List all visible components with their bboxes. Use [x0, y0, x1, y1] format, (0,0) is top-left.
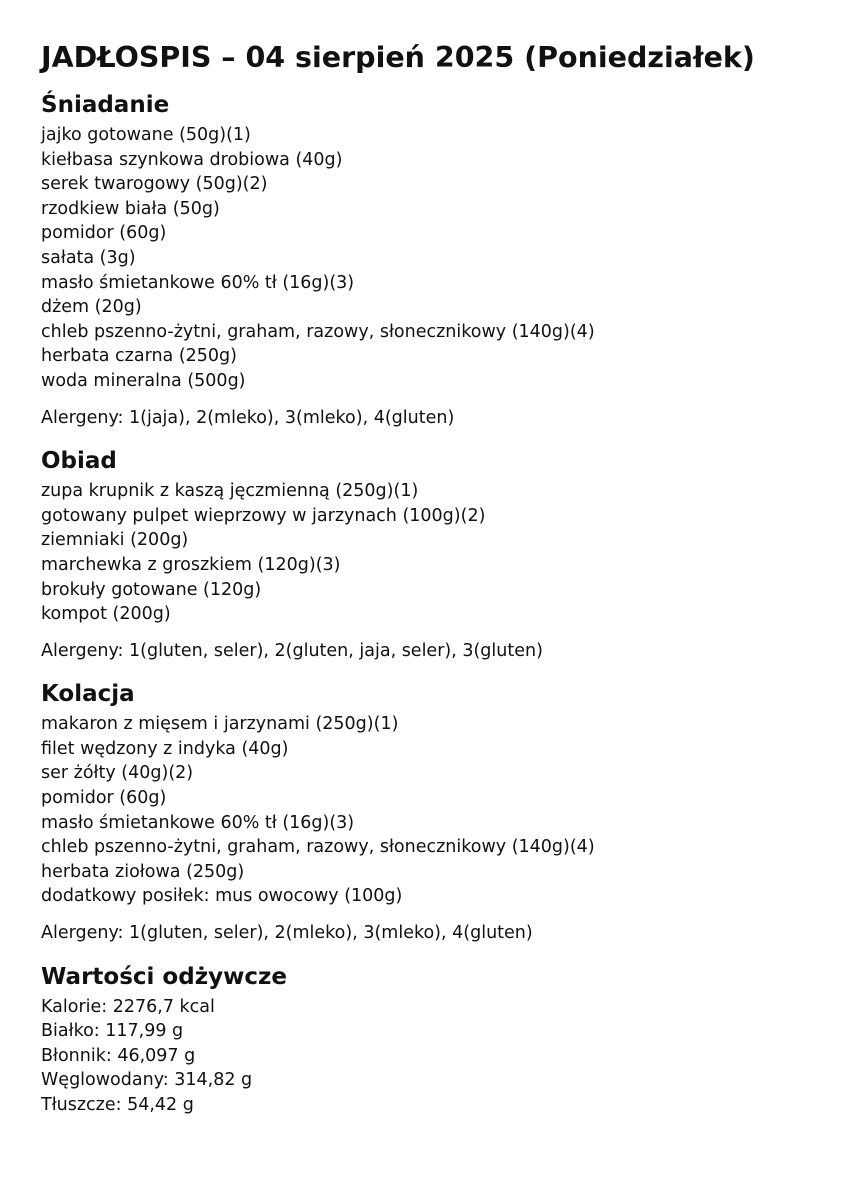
section-heading-lunch: Obiad	[41, 448, 117, 475]
list-item: gotowany pulpet wieprzowy w jarzynach (100g)(2)	[41, 505, 486, 526]
lunch-allergens: Alergeny: 1(gluten, seler), 2(gluten, jaja, seler), 3(gluten)	[41, 640, 543, 661]
list-item: pomidor (60g)	[41, 788, 167, 809]
nutrition-carbohydrates: Węglowodany: 314,82 g	[41, 1070, 253, 1091]
list-item: brokuły gotowane (120g)	[41, 579, 262, 600]
nutrition-fat: Tłuszcze: 54,42 g	[41, 1095, 194, 1115]
breakfast-items-list	[41, 123, 807, 394]
list-item: sałata (3g)	[41, 247, 136, 268]
list-item: dodatkowy posiłek: mus owocowy (100g)	[41, 886, 403, 907]
list-item: herbata ziołowa (250g)	[41, 861, 245, 882]
nutrition-calories: Kalorie: 2276,7 kcal	[41, 996, 215, 1017]
section-heading-dinner: Kolacja	[41, 681, 135, 708]
list-item: jajko gotowane (50g)(1)	[41, 125, 251, 145]
list-item: chleb pszenno-żytni, graham, razowy, słonecznikowy (140g)(4)	[41, 321, 595, 342]
list-item: rzodkiew biała (50g)	[41, 198, 220, 219]
breakfast-allergens: Alergeny: 1(jaja), 2(mleko), 3(mleko), 4(gluten)	[41, 407, 455, 428]
nutrition-protein: Białko: 117,99 g	[41, 1021, 184, 1042]
list-item: ser żółty (40g)(2)	[41, 763, 194, 784]
page-title: JADŁOSPIS – 04 sierpień 2025 (Poniedziałek)	[41, 41, 755, 74]
list-item: kompot (200g)	[41, 604, 171, 625]
section-lunch	[41, 443, 807, 663]
list-item: ziemniaki (200g)	[41, 530, 189, 551]
list-item: masło śmietankowe 60% tł (16g)(3)	[41, 812, 355, 833]
list-item: kiełbasa szynkowa drobiowa (40g)	[41, 149, 343, 170]
list-item: herbata czarna (250g)	[41, 346, 237, 367]
list-item: serek twarogowy (50g)(2)	[41, 174, 268, 195]
list-item: chleb pszenno-żytni, graham, razowy, słonecznikowy (140g)(4)	[41, 837, 595, 858]
section-dinner	[41, 676, 807, 945]
nutrition-values-list	[41, 995, 807, 1118]
section-nutrition	[41, 959, 807, 1118]
list-item: dżem (20g)	[41, 297, 142, 318]
section-heading-breakfast: Śniadanie	[41, 92, 170, 118]
list-item: makaron z mięsem i jarzynami (250g)(1)	[41, 714, 399, 735]
list-item: masło śmietankowe 60% tł (16g)(3)	[41, 272, 355, 293]
section-heading-nutrition: Wartości odżywcze	[41, 963, 287, 990]
list-item: woda mineralna (500g)	[41, 370, 246, 391]
nutrition-fiber: Błonnik: 46,097 g	[41, 1045, 196, 1066]
list-item: zupa krupnik z kaszą jęczmienną (250g)(1)	[41, 481, 419, 502]
lunch-items-list	[41, 479, 807, 627]
dinner-items-list	[41, 712, 807, 909]
dinner-allergens: Alergeny: 1(gluten, seler), 2(mleko), 3(mleko), 4(gluten)	[41, 923, 533, 944]
section-breakfast	[41, 87, 807, 430]
list-item: filet wędzony z indyka (40g)	[41, 738, 289, 759]
list-item: pomidor (60g)	[41, 223, 167, 244]
list-item: marchewka z groszkiem (120g)(3)	[41, 554, 341, 575]
